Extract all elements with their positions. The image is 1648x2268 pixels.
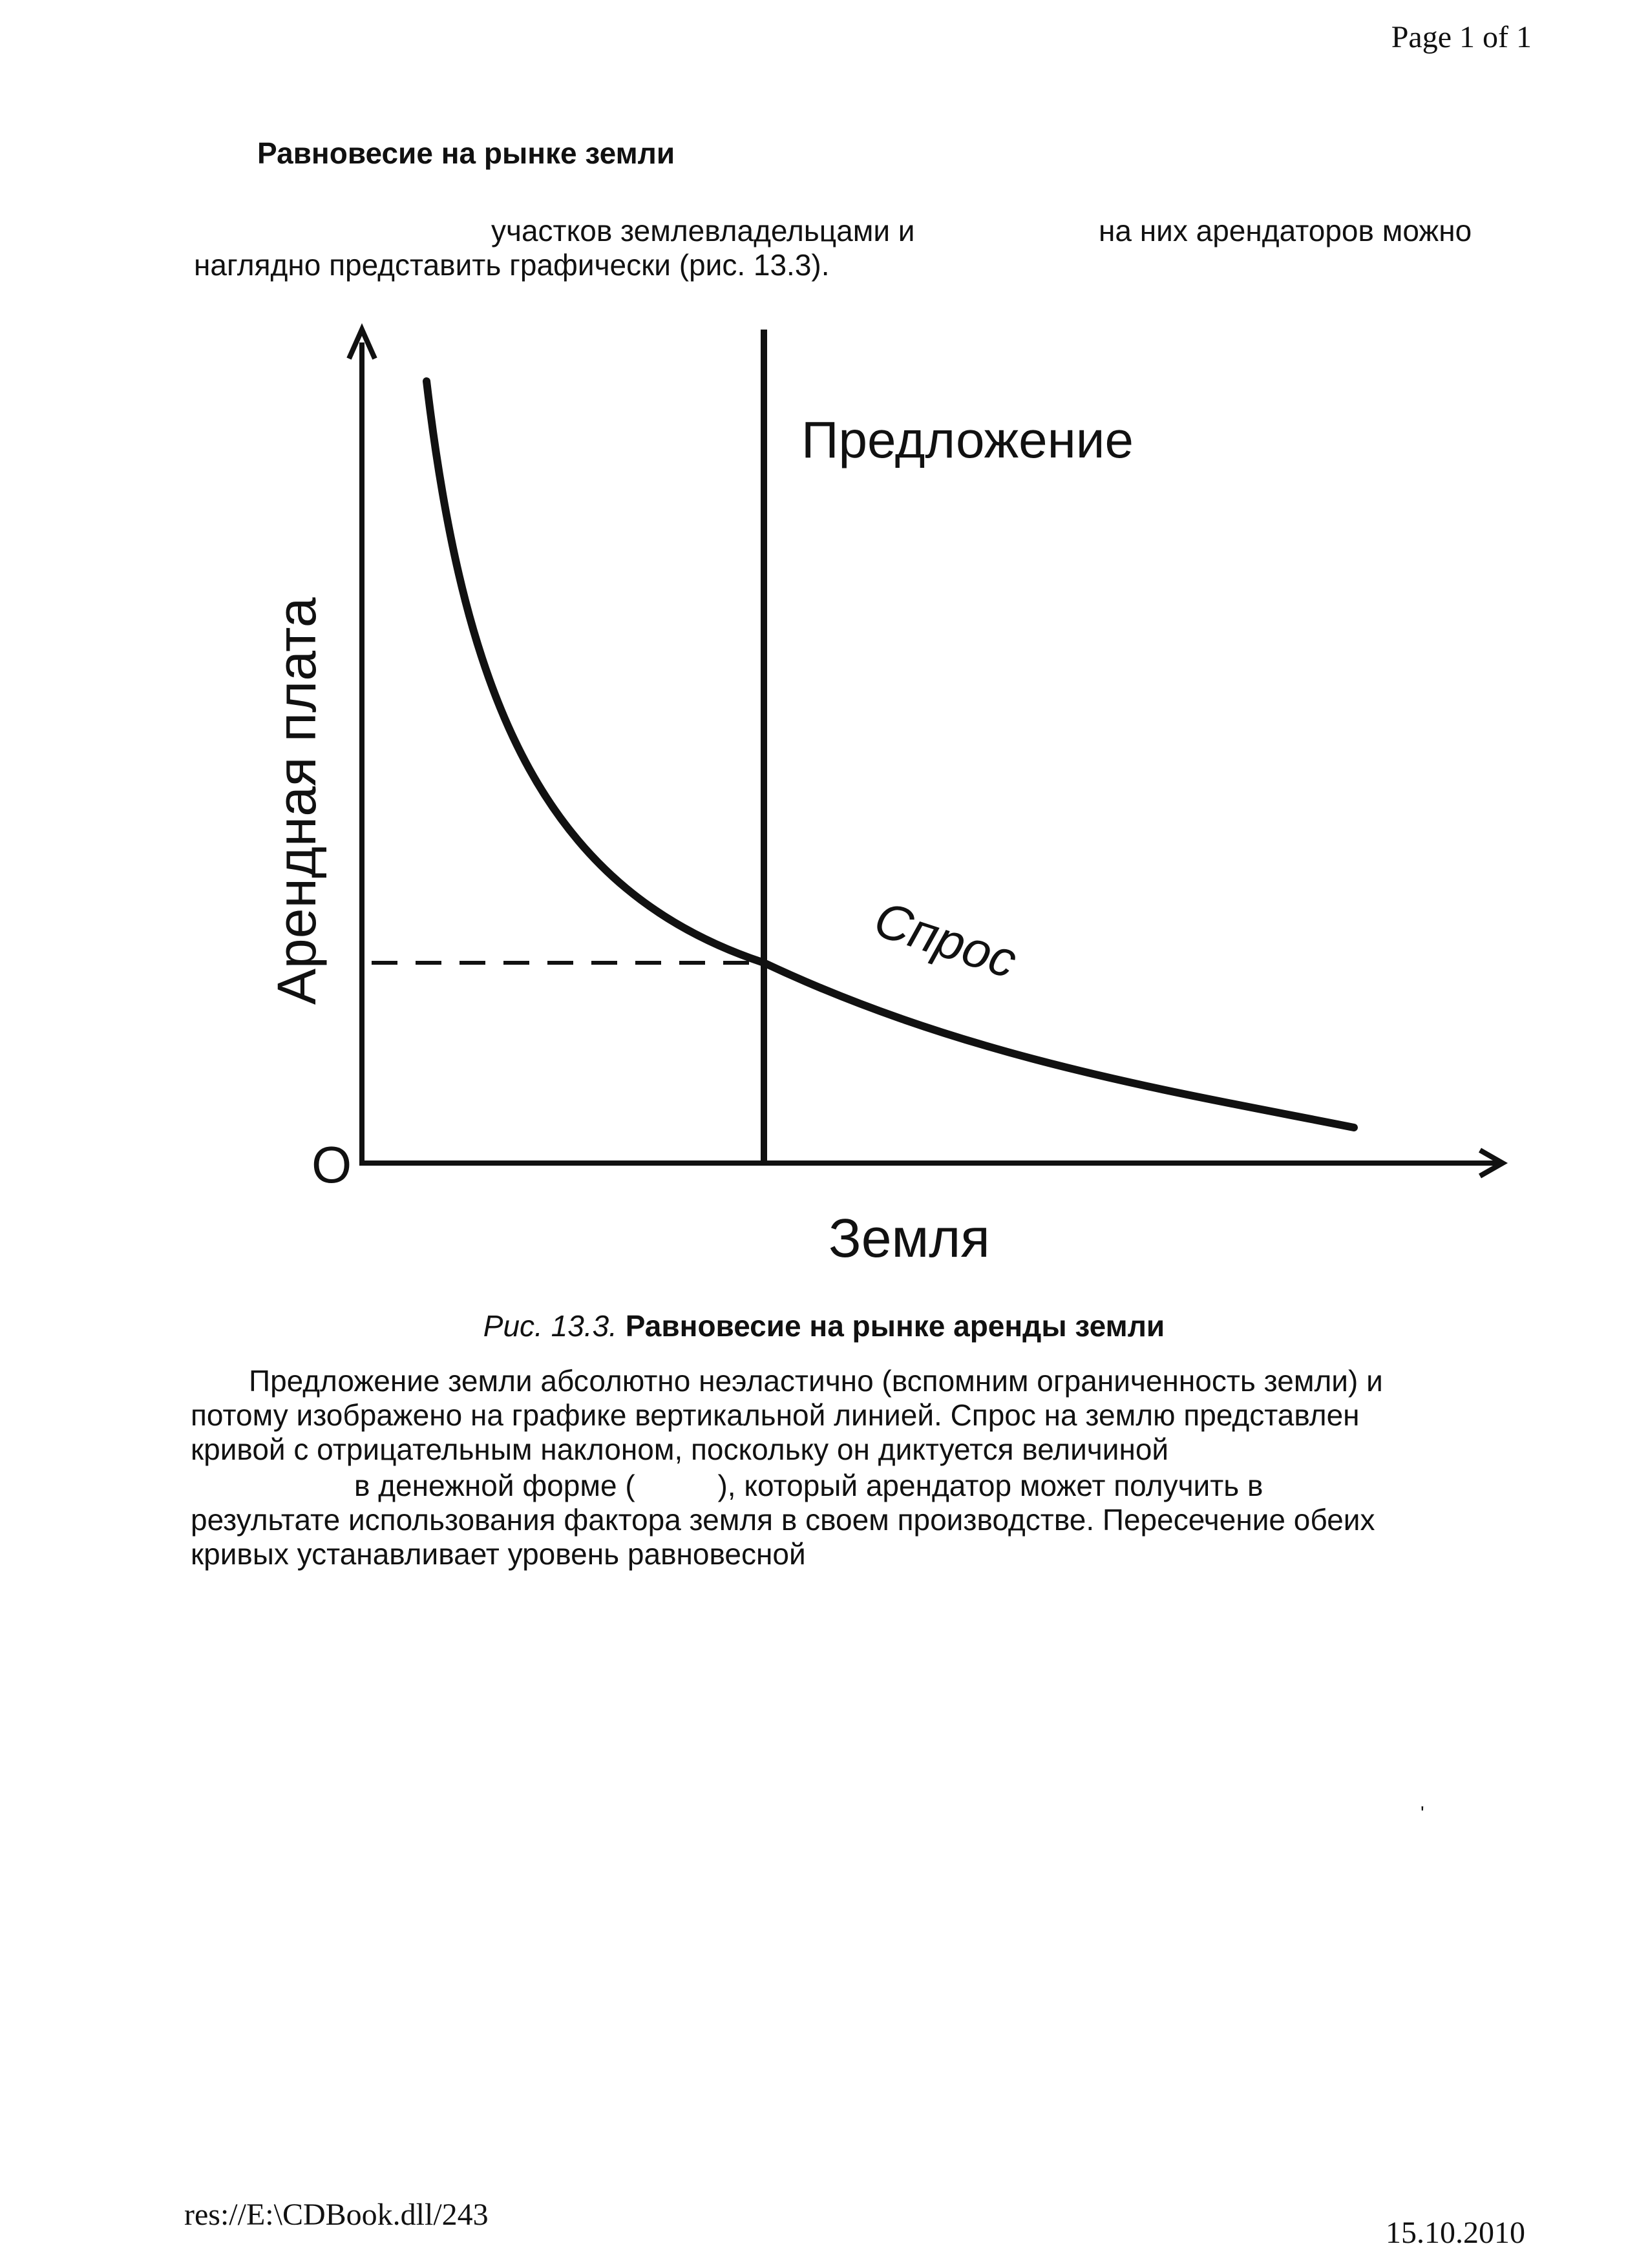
stray-mark: '	[1421, 1803, 1424, 1824]
demand-curve	[427, 381, 1354, 1128]
supply-label: Предложение	[801, 411, 1134, 468]
document-title: Равновесие на рынке земли	[257, 136, 675, 170]
demand-label: Спрос	[867, 890, 1024, 989]
body-text-line: результате использования фактора земля в своем производстве. Пересечение обеих	[191, 1503, 1375, 1537]
body-text-line: кривой с отрицательным наклоном, поскольку он диктуется величиной	[191, 1433, 1169, 1466]
origin-label: O	[312, 1136, 352, 1193]
body-text-line: в денежной форме ( ), который арендатор может получить в	[354, 1469, 1263, 1502]
figure-caption	[0, 1308, 1648, 1343]
body-text-line: кривых устанавливает уровень равновесной	[191, 1537, 806, 1571]
intro-text-line-2: наглядно представить графически (рис. 13.3).	[194, 248, 830, 282]
intro-text-fragment-1: участков землевладельцами и	[491, 214, 915, 247]
y-axis-label: Арендная плата	[266, 597, 327, 1005]
page-number-label: Page 1 of 1	[1391, 20, 1532, 54]
intro-text-fragment-2: на них арендаторов можно	[1099, 214, 1472, 247]
x-axis-label: Земля	[829, 1208, 990, 1268]
body-text-line: потому изображено на графике вертикальной линией. Спрос на землю представлен	[191, 1398, 1360, 1432]
body-text-line: Предложение земли абсолютно неэластично (вспомним ограниченность земли) и	[249, 1364, 1383, 1398]
footer-source-path: res://E:\CDBook.dll/243	[184, 2198, 489, 2232]
figure-number: Рис. 13.3.	[483, 1309, 617, 1343]
figure-title: Равновесие на рынке аренды земли	[625, 1309, 1165, 1343]
footer-date: 15.10.2010	[1386, 2216, 1525, 2250]
